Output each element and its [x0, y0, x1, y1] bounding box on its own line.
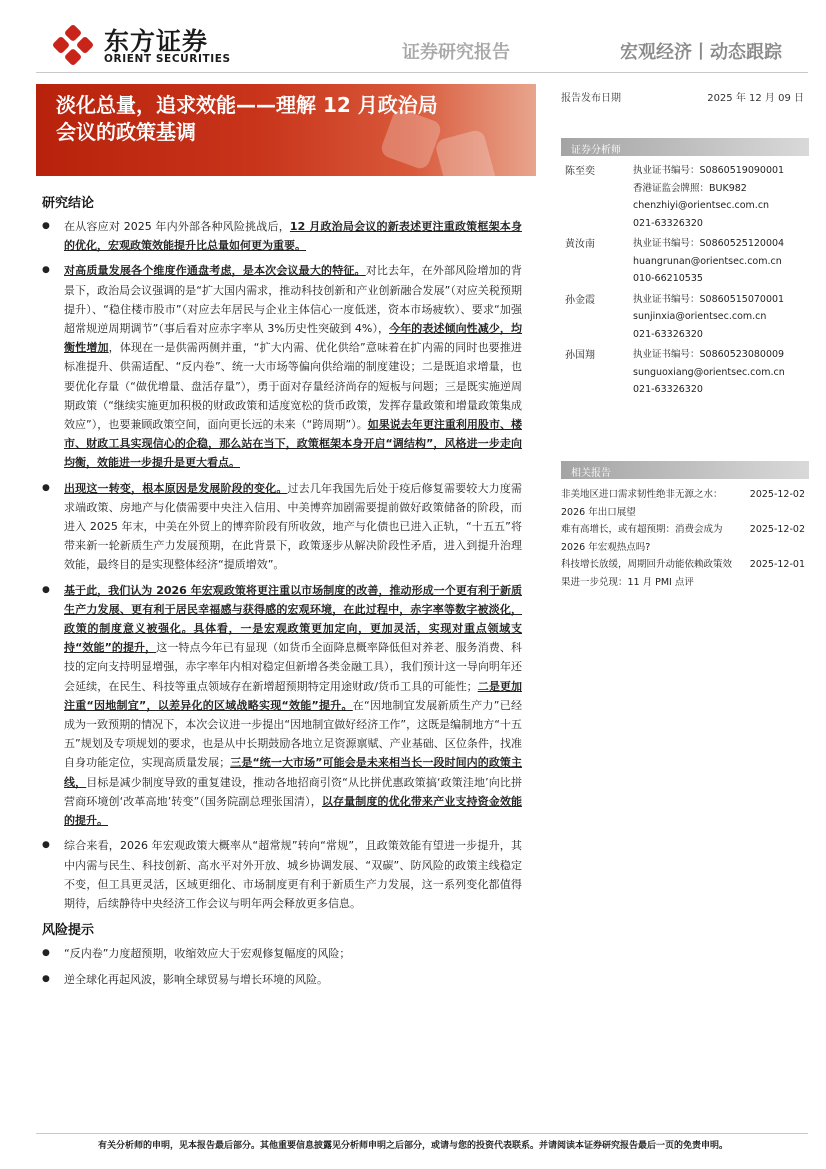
conclusion-heading: 研究结论	[42, 196, 95, 211]
analyst-name: 孙国翔	[565, 350, 595, 361]
bullet-icon: ●	[42, 974, 50, 985]
analyst-contact-line: 021-63326320	[633, 217, 703, 229]
related-report-item[interactable]	[561, 521, 809, 556]
related-report-item[interactable]	[561, 556, 809, 591]
bullet-icon: ●	[42, 221, 50, 231]
conclusion-paragraph-2	[42, 261, 522, 472]
analyst-name: 黄汝南	[565, 239, 595, 250]
emphasis-text-run: 今年的表述倾向性减少，均衡性增加	[64, 322, 523, 355]
analyst-contact	[633, 346, 809, 399]
conclusion-paragraph-3	[42, 479, 522, 575]
logo-english-name: ORIENT SECURITIES	[104, 53, 231, 65]
analyst-contact-line: 执业证书编号：S0860525120004	[633, 238, 785, 249]
analyst-contact-line: 执业证书编号：S0860519090001	[633, 165, 785, 176]
analyst-contact-line: 021-63326320	[633, 384, 703, 395]
emphasis-text-run: 如果说去年更注重利用股市、楼市、财政工具实现信心的企稳，那么站在当下，政策框架本身开启“调结构”，风格进一步走向均衡，效能进一步提升是更大看点。	[64, 418, 522, 470]
related-reports-list	[561, 486, 809, 591]
conclusion-paragraph-4	[42, 581, 522, 831]
report-title-line-1: 淡化总量，追求效能——理解 12 月政治局	[56, 93, 438, 117]
text-run: 综合来看，2026 年宏观政策大概率从“超常规”转向“常规”，且政策效能有望进一步提升，其中内需与民生、科技创新、高水平对外开放、城乡协调发展、“双碳”、防风险的政策主线稳定不变，但工具更灵活，区域更细化、市场制度更有利于新质生产力发展，这一系列变化都值得期待，后续静待中央经济工作会议与明年两会释放更多信息。	[64, 839, 522, 910]
risk-heading: 风险提示	[42, 923, 95, 939]
analyst-contact-line[interactable]: sunjinxia@orientsec.com.cn	[633, 311, 767, 322]
related-report-date: 2025-12-02	[749, 524, 805, 535]
emphasis-text-run: 出现这一转变，根本原因是发展阶段的变化。	[64, 481, 288, 495]
analyst-contact-line: 021-63326320	[633, 328, 703, 340]
analyst-name: 孙金霞	[565, 294, 595, 306]
text-run: 过去几年我国先后处于疫后修复需要较大力度需求端政策、房地产与化债需要中央注入信用、中美博弈加剧需要提前做好政策储备的阶段，而进入 2025 年末，中美在外贸上的博弈阶段有所收敛，地产与化债也已进入正轨，“十五五”将带来新一轮新质生产力发展预期，在此背景下，政策逐步从解决阶段性矛盾，进入到提升治理效能，最终目的是实现整体经济“提质增效”。	[64, 481, 522, 572]
text-run: 目标是减少制度导致的重复建设，推动各地招商引资“从比拼优惠政策搞‘政策洼地’向比拼营商环境创‘改革高地’转变”（国务院副总理张国清），	[64, 775, 522, 808]
analyst-name: 陈至奕	[565, 166, 595, 177]
emphasis-text-run: 基于此，我们认为 2026 年宏观政策将更注重以市场制度的改善，推动形成一个更有利于新质生产力发展、更有利于居民幸福感与获得感的宏观环境，在此过程中，赤字率等数字被淡化，政策的制度意义被强化。具体看，一是宏观政策更加定向，更加灵活，实现对重点领域支持“效能”的提升，	[64, 583, 522, 655]
report-header	[0, 0, 826, 80]
publish-date: 2025 年 12 月 09 日	[707, 93, 804, 104]
text-run: 这一特点今年已有显现（如货币全面降息概率降低但对养老、服务消费、科技的定向支持明显增强，赤字率年内相对稳定但新增各类金融工具），我们预计这一导向明年还会延续，在民生、科技等重点领域存在新增超预期特定用途财政/货币工具的可能性；	[64, 641, 522, 693]
bullet-icon: ●	[42, 840, 50, 851]
footer-divider	[36, 1133, 808, 1134]
emphasis-text-run: 以存量制度的优化带来产业支持资金效能的提升。	[64, 794, 522, 828]
emphasis-text-run: 三是“统一大市场”可能会是未来相当长一段时间内的政策主线，	[64, 756, 523, 789]
related-report-date: 2025-12-02	[749, 489, 805, 500]
orient-securities-logo-icon	[50, 22, 96, 68]
paragraph-text	[64, 264, 522, 469]
emphasis-text-run: 对高质量发展各个维度作通盘考虑，是本次会议最大的特征。	[64, 264, 366, 278]
related-report-title[interactable]: 科技增长放缓，周期回升动能依赖政策效果进一步兑现：11 月 PMI 点评	[561, 559, 733, 588]
text-run: 在“因地制宜发展新质生产力”已经成为一致预期的情况下，本次会议进一步提出“因地制宜做好经济工作”，这既是编制地方“十五五”规划及专项规划的要求，也是从中长期鼓励各地立足资源禀赋、产业基础、区位条件，找准自身功能定位，实现高质量发展；	[64, 698, 522, 770]
main-content	[42, 192, 522, 996]
text-run: 对比去年，在外部风险增加的背景下，政治局会议强调的是“扩大国内需求，推动科技创新和产业创新融合发展”（对应关税预期提升）、“稳住楼市股市”（对应去年居民与企业主体信心一度低迷，资本市场疲软）、要求“加强超常规逆周期调节”（事后看对应赤字率从 3%历史性突破到 4%），	[64, 264, 523, 336]
analysts-section	[561, 138, 809, 399]
analyst-contact	[633, 291, 809, 344]
related-report-title[interactable]: 难有高增长，或有超预期：消费会成为 2026 年宏观热点吗?	[561, 524, 723, 553]
title-banner	[36, 84, 536, 176]
footer-disclaimer: 有关分析师的申明，见本报告最后部分。其他重要信息披露见分析师申明之后部分，或请与您的投资代表联系。并请阅读本证券研究报告最后一页的免责申明。	[97, 1141, 728, 1151]
text-run: 在从容应对 2025 年内外部各种风险挑战后，	[64, 220, 290, 233]
paragraph-text	[64, 839, 522, 910]
risk-item-2	[42, 970, 522, 989]
bullet-icon: ●	[42, 482, 50, 493]
bullet-icon: ●	[42, 948, 50, 959]
paragraph-text	[64, 584, 522, 827]
related-reports-heading: 相关报告	[561, 461, 809, 479]
text-run: ，体现在一是供需两侧并重，“扩大内需、优化供给”意味着在扩内需的同时也要推进标准提升、供需适配、“反内卷”、统一大市场等偏向供给端的制度建设；二是既追求增量，也要优化存量（“做优增量、盘活存量”），勇于面对存量经济尚存的短板与问题；三是既实施逆周期政策（“继续实施更加积极的财政政策和适度宽松的货币政策，发挥存量政策和增量政策集成效应”），也要兼顾政策空间，面向更长远的未来（“跨周期”）。	[64, 341, 523, 432]
related-report-date: 2025-12-01	[749, 559, 805, 570]
analyst-contact	[633, 235, 809, 288]
analysts-heading: 证券分析师	[561, 138, 809, 156]
analyst-contact-line: 010-66210535	[633, 273, 703, 284]
report-type: 证券研究报告	[402, 42, 510, 63]
conclusion-paragraph-5	[42, 836, 522, 913]
analyst-contact-line[interactable]: chenzhiyi@orientsec.com.cn	[633, 200, 770, 211]
publish-date-label: 报告发布日期	[561, 93, 621, 104]
analyst-contact	[633, 162, 809, 232]
analyst-entry	[561, 291, 809, 344]
bullet-icon: ●	[42, 265, 50, 276]
related-report-item[interactable]	[561, 486, 809, 521]
header-divider	[36, 72, 808, 73]
related-reports-section	[561, 461, 809, 591]
analyst-contact-line: 执业证书编号：S0860515070001	[633, 293, 785, 305]
analyst-entry	[561, 162, 809, 232]
emphasis-text-run: 12 月政治局会议的新表述更注重政策框架本身的优化，宏观政策效能提升比总量如何更为重要。	[64, 220, 522, 253]
analysts-list	[561, 162, 809, 399]
analyst-contact-line: 执业证书编号：S0860523080009	[633, 349, 785, 360]
emphasis-text-run: 二是更加注重“因地制宜”，以差异化的区域战略实现“效能”提升。	[64, 679, 522, 712]
risk-text: “反内卷”力度超预期，收缩效应大于宏观修复幅度的风险；	[64, 947, 351, 961]
risk-item-1	[42, 944, 522, 963]
report-category: 宏观经济丨动态跟踪	[620, 42, 782, 63]
report-title	[56, 92, 536, 146]
conclusion-paragraph-1	[42, 217, 522, 255]
analyst-contact-line: 香港证监会牌照：BUK982	[633, 182, 747, 194]
related-report-title[interactable]: 非美地区进口需求韧性绝非无源之水：2026 年出口展望	[561, 489, 723, 518]
report-title-line-2: 会议的政策基调	[56, 120, 196, 144]
analyst-contact-line[interactable]: sunguoxiang@orientsec.com.cn	[633, 366, 785, 378]
paragraph-text	[64, 220, 522, 252]
bullet-icon: ●	[42, 584, 50, 595]
paragraph-text	[64, 482, 522, 572]
risk-text: 逆全球化再起风波，影响全球贸易与增长环境的风险。	[64, 973, 328, 987]
logo-chinese-name: 东方证券	[104, 27, 209, 56]
analyst-contact-line[interactable]: huangrunan@orientsec.com.cn	[633, 255, 782, 267]
analyst-entry	[561, 346, 809, 399]
analyst-entry	[561, 235, 809, 288]
